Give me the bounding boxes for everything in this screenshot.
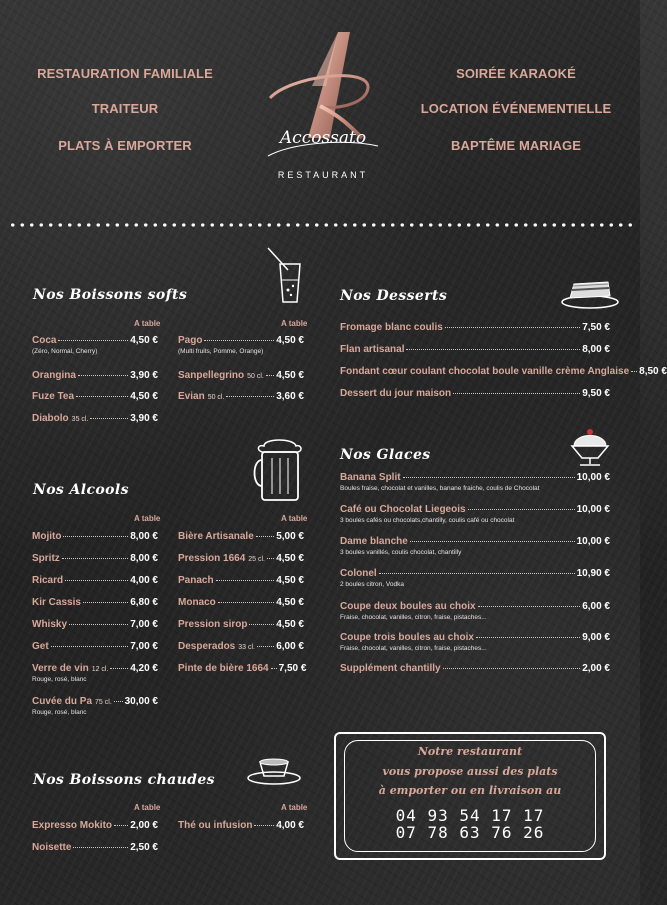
menu-item bbox=[178, 663, 307, 674]
item-price: 2,00 € bbox=[130, 820, 158, 831]
contact-line-2: vous propose aussi des plats bbox=[382, 765, 558, 778]
item-description: Rouge, rosé, blanc bbox=[32, 709, 87, 716]
item-description: (Zéro, Normal, Cherry) bbox=[32, 348, 98, 355]
dot-leader bbox=[58, 340, 128, 341]
dot-leader bbox=[65, 580, 128, 581]
menu-item bbox=[178, 335, 304, 355]
dot-leader bbox=[216, 580, 275, 581]
alcools-price-header-right: A table bbox=[281, 514, 308, 523]
item-size: 75 cl. bbox=[95, 699, 112, 706]
menu-item bbox=[340, 322, 610, 333]
menu-item bbox=[340, 344, 610, 355]
item-name: Coupe deux boules au choix bbox=[340, 601, 476, 612]
menu-item-line bbox=[340, 388, 610, 399]
menu-item bbox=[32, 575, 158, 586]
item-name: Banana Split bbox=[340, 472, 401, 483]
item-price: 2,00 € bbox=[582, 663, 610, 674]
item-name: Pinte de bière 1664 bbox=[178, 663, 269, 674]
dot-leader bbox=[476, 637, 580, 638]
dot-leader bbox=[110, 668, 128, 669]
item-price: 8,00 € bbox=[130, 553, 158, 564]
logo-name: Accossato bbox=[279, 128, 367, 148]
menu-item-line bbox=[32, 575, 158, 586]
menu-item-line bbox=[178, 553, 304, 564]
item-price: 9,00 € bbox=[582, 632, 610, 643]
item-price: 10,00 € bbox=[576, 536, 610, 547]
menu-item bbox=[340, 663, 610, 674]
item-description: Boules fraise, chocolat et vanilles, banane fraiche, coulis de Chocolat bbox=[340, 485, 540, 492]
item-name: Monaco bbox=[178, 597, 216, 608]
menu-item-line bbox=[340, 504, 610, 515]
menu-item-line bbox=[32, 641, 158, 652]
ice-cream-cup-icon bbox=[568, 424, 612, 468]
menu-item bbox=[340, 504, 610, 524]
item-price: 30,00 € bbox=[124, 696, 158, 707]
menu-item bbox=[340, 568, 610, 588]
softs-price-header-left: A table bbox=[134, 319, 161, 328]
menu-item bbox=[178, 531, 304, 542]
menu-item-line bbox=[178, 820, 304, 831]
item-size: 50 cl. bbox=[207, 394, 225, 401]
menu-item-line bbox=[178, 641, 304, 652]
dot-leader bbox=[90, 418, 128, 419]
menu-item-line bbox=[178, 619, 304, 630]
dot-leader bbox=[62, 558, 128, 559]
menu-item bbox=[32, 335, 158, 355]
item-price: 4,50 € bbox=[276, 597, 304, 608]
item-price: 4,00 € bbox=[276, 820, 304, 831]
item-price: 2,50 € bbox=[130, 842, 158, 853]
item-name: Evian bbox=[178, 391, 205, 402]
item-price: 4,50 € bbox=[276, 553, 304, 564]
item-name: Café ou Chocolat Liegeois bbox=[340, 504, 466, 515]
menu-item-line bbox=[178, 575, 304, 586]
menu-item bbox=[340, 632, 610, 652]
menu-item-line bbox=[340, 344, 610, 355]
softs-price-header-right: A table bbox=[281, 319, 308, 328]
item-price: 4,50 € bbox=[276, 619, 304, 630]
menu-item-line bbox=[32, 413, 158, 424]
item-name: Verre de vin bbox=[32, 663, 89, 674]
item-price: 7,00 € bbox=[130, 619, 158, 630]
menu-item bbox=[178, 553, 304, 564]
menu-item bbox=[340, 366, 667, 377]
menu-item-line bbox=[340, 568, 610, 579]
dot-leader bbox=[631, 371, 637, 372]
item-name: Dessert du jour maison bbox=[340, 388, 452, 399]
item-description: 3 boules vanillés, coulis chocolat, chantilly bbox=[340, 549, 462, 556]
cake-slice-icon bbox=[560, 274, 620, 310]
item-name: Kir Cassis bbox=[32, 597, 81, 608]
item-name: Supplément chantilly bbox=[340, 663, 441, 674]
item-size: 35 cl. bbox=[71, 416, 89, 423]
item-price: 10,90 € bbox=[576, 568, 610, 579]
menu-item bbox=[340, 536, 610, 556]
item-name: Diabolo bbox=[32, 413, 69, 424]
item-price: 4,20 € bbox=[130, 663, 158, 674]
menu-item bbox=[32, 553, 158, 564]
dot-leader bbox=[76, 396, 128, 397]
menu-item bbox=[178, 820, 304, 831]
item-price: 6,00 € bbox=[582, 601, 610, 612]
item-name: Spritz bbox=[32, 553, 60, 564]
dot-leader bbox=[78, 375, 128, 376]
menu-item bbox=[32, 413, 158, 424]
item-name: Pression sirop bbox=[178, 619, 248, 630]
menu-item bbox=[178, 619, 304, 630]
glass-straw-icon bbox=[262, 246, 306, 306]
dot-leader bbox=[406, 349, 580, 350]
item-description: 3 boules cafés ou chocolats,chantilly, coulis café ou chocolat bbox=[340, 517, 515, 524]
menu-item bbox=[178, 575, 304, 586]
beer-mug-icon bbox=[250, 438, 312, 504]
menu-item bbox=[178, 370, 304, 381]
service-right-1: SOIRÉE KARAOKÉ bbox=[456, 66, 576, 81]
menu-item-line bbox=[340, 601, 610, 612]
menu-item bbox=[32, 820, 158, 831]
menu-item bbox=[32, 842, 158, 853]
menu-item bbox=[178, 391, 304, 402]
item-price: 4,50 € bbox=[130, 335, 158, 346]
menu-item-line bbox=[178, 370, 304, 381]
item-name: Bière Artisanale bbox=[178, 531, 254, 542]
dot-leader bbox=[468, 509, 575, 510]
item-name: Cuvée du Pa bbox=[32, 696, 93, 707]
item-price: 10,00 € bbox=[576, 472, 610, 483]
alcools-price-header-left: A table bbox=[134, 514, 161, 523]
dot-leader bbox=[51, 646, 129, 647]
dot-leader bbox=[73, 847, 128, 848]
item-name: Dame blanche bbox=[340, 536, 408, 547]
item-price: 7,50 € bbox=[278, 663, 307, 674]
item-size: 25 cl. bbox=[248, 556, 265, 563]
alcools-title: Nos Alcools bbox=[33, 482, 129, 498]
menu-item bbox=[32, 597, 158, 608]
item-size: 12 cl. bbox=[91, 666, 109, 673]
logo-subtitle: RESTAURANT bbox=[277, 170, 369, 180]
menu-item bbox=[32, 619, 158, 630]
item-price: 3,90 € bbox=[130, 370, 158, 381]
item-price: 4,00 € bbox=[130, 575, 158, 586]
coffee-cup-icon bbox=[246, 756, 302, 786]
dot-leader bbox=[266, 375, 274, 376]
dot-leader bbox=[249, 624, 274, 625]
dot-leader bbox=[114, 825, 128, 826]
softs-title: Nos Boissons softs bbox=[33, 287, 188, 303]
dot-leader bbox=[114, 701, 123, 702]
chaudes-title: Nos Boissons chaudes bbox=[33, 772, 215, 788]
item-description: (Multi fruits, Pomme, Orange) bbox=[178, 348, 264, 355]
item-description: 2 boules citron, Vodka bbox=[340, 581, 404, 588]
dot-leader bbox=[403, 477, 575, 478]
item-description: Fraise, chocolat, vanilles, citron, fraise, pistaches... bbox=[340, 614, 487, 621]
menu-item-line bbox=[340, 663, 610, 674]
menu-item-line bbox=[178, 597, 304, 608]
menu-item-line bbox=[178, 391, 304, 402]
menu-item-line bbox=[340, 366, 667, 377]
item-name: Desperados bbox=[178, 641, 236, 652]
item-size: 50 cl. bbox=[247, 373, 264, 380]
item-price: 10,00 € bbox=[576, 504, 610, 515]
menu-item-line bbox=[340, 472, 610, 483]
menu-item bbox=[340, 472, 610, 492]
menu-item-line bbox=[32, 842, 158, 853]
menu-item bbox=[32, 370, 158, 381]
item-price: 3,90 € bbox=[130, 413, 158, 424]
dot-leader bbox=[218, 602, 274, 603]
item-size: 33 cl. bbox=[238, 644, 255, 651]
dot-leader bbox=[267, 558, 274, 559]
item-name: Panach bbox=[178, 575, 214, 586]
menu-item-line bbox=[32, 391, 158, 402]
item-description: Rouge, rosé, blanc bbox=[32, 676, 87, 683]
menu-item-line bbox=[32, 335, 158, 346]
item-name: Pression 1664 bbox=[178, 553, 246, 564]
menu-item bbox=[178, 641, 304, 652]
logo-emblem bbox=[250, 26, 390, 186]
item-name: Colonel bbox=[340, 568, 377, 579]
menu-item-line bbox=[32, 553, 158, 564]
dot-leader bbox=[63, 536, 128, 537]
item-name: Fuze Tea bbox=[32, 391, 75, 402]
item-name: Thé ou infusion bbox=[178, 820, 253, 831]
item-price: 8,50 € bbox=[639, 366, 667, 377]
item-name: Fromage blanc coulis bbox=[340, 322, 443, 333]
item-price: 4,50 € bbox=[276, 335, 304, 346]
dot-leader bbox=[478, 606, 581, 607]
dot-leader bbox=[453, 393, 580, 394]
item-price: 9,50 € bbox=[582, 388, 610, 399]
service-right-2: LOCATION ÉVÉNEMENTIELLE bbox=[420, 101, 612, 116]
dot-leader bbox=[69, 624, 128, 625]
menu-item-line bbox=[178, 335, 304, 346]
item-name: Sanpellegrino bbox=[178, 370, 245, 381]
item-price: 4,50 € bbox=[130, 391, 158, 402]
item-price: 4,50 € bbox=[276, 370, 304, 381]
item-price: 4,50 € bbox=[276, 575, 304, 586]
menu-item-line bbox=[178, 531, 304, 542]
dotted-divider bbox=[8, 223, 632, 227]
item-price: 7,50 € bbox=[582, 322, 610, 333]
chaudes-price-header-left: A table bbox=[134, 803, 161, 812]
menu-item bbox=[178, 597, 304, 608]
contact-phone-1: 04 93 54 17 17 bbox=[395, 806, 545, 825]
dot-leader bbox=[443, 668, 581, 669]
item-price: 5,00 € bbox=[276, 531, 304, 542]
menu-item bbox=[340, 601, 610, 621]
menu-item bbox=[32, 641, 158, 652]
item-name: Mojito bbox=[32, 531, 62, 542]
dot-leader bbox=[254, 825, 274, 826]
item-price: 8,00 € bbox=[130, 531, 158, 542]
contact-line-3: à emporter ou en livraison au bbox=[378, 784, 562, 797]
item-name: Pago bbox=[178, 335, 203, 346]
dot-leader bbox=[257, 646, 274, 647]
menu-item-line bbox=[340, 322, 610, 333]
item-name: Ricard bbox=[32, 575, 64, 586]
menu-item-line bbox=[178, 663, 307, 674]
service-left-3: PLATS À EMPORTER bbox=[58, 138, 192, 153]
menu-item-line bbox=[32, 663, 158, 674]
contact-phone-2: 07 78 63 76 26 bbox=[395, 823, 545, 842]
menu-item bbox=[32, 531, 158, 542]
dot-leader bbox=[83, 602, 128, 603]
item-name: Noisette bbox=[32, 842, 72, 853]
item-price: 8,00 € bbox=[582, 344, 610, 355]
dot-leader bbox=[379, 573, 575, 574]
item-price: 7,00 € bbox=[130, 641, 158, 652]
glaces-title: Nos Glaces bbox=[340, 447, 431, 463]
menu-item-line bbox=[32, 531, 158, 542]
menu-item bbox=[340, 388, 610, 399]
item-price: 6,00 € bbox=[276, 641, 304, 652]
dot-leader bbox=[410, 541, 575, 542]
service-left-2: TRAITEUR bbox=[91, 101, 159, 116]
dot-leader bbox=[271, 668, 277, 669]
item-name: Get bbox=[32, 641, 49, 652]
menu-item bbox=[32, 391, 158, 402]
menu-item bbox=[32, 696, 158, 716]
dot-leader bbox=[226, 396, 274, 397]
contact-line-1: Notre restaurant bbox=[417, 745, 523, 758]
service-left-1: RESTAURATION FAMILIALE bbox=[37, 66, 213, 81]
service-right-3: BAPTÊME MARIAGE bbox=[450, 138, 582, 153]
menu-item bbox=[32, 663, 158, 683]
menu-item-line bbox=[340, 632, 610, 643]
item-description: Fraise, chocolat, vanilles, citron, fraise, pistaches... bbox=[340, 645, 487, 652]
item-name: Coca bbox=[32, 335, 57, 346]
menu-item-line bbox=[340, 536, 610, 547]
item-name: Coupe trois boules au choix bbox=[340, 632, 474, 643]
item-name: Orangina bbox=[32, 370, 76, 381]
chaudes-price-header-right: A table bbox=[281, 803, 308, 812]
item-name: Whisky bbox=[32, 619, 68, 630]
item-price: 3,60 € bbox=[276, 391, 304, 402]
menu-item-line bbox=[32, 820, 158, 831]
item-name: Expresso Mokito bbox=[32, 820, 113, 831]
item-name: Fondant cœur coulant chocolat boule vanille crème Anglaise bbox=[340, 366, 630, 377]
menu-item-line bbox=[32, 696, 158, 707]
desserts-title: Nos Desserts bbox=[340, 288, 448, 304]
item-price: 6,80 € bbox=[130, 597, 158, 608]
dot-leader bbox=[256, 536, 274, 537]
dot-leader bbox=[204, 340, 274, 341]
item-name: Flan artisanal bbox=[340, 344, 405, 355]
menu-item-line bbox=[32, 370, 158, 381]
menu-item-line bbox=[32, 619, 158, 630]
dot-leader bbox=[445, 327, 580, 328]
menu-item-line bbox=[32, 597, 158, 608]
